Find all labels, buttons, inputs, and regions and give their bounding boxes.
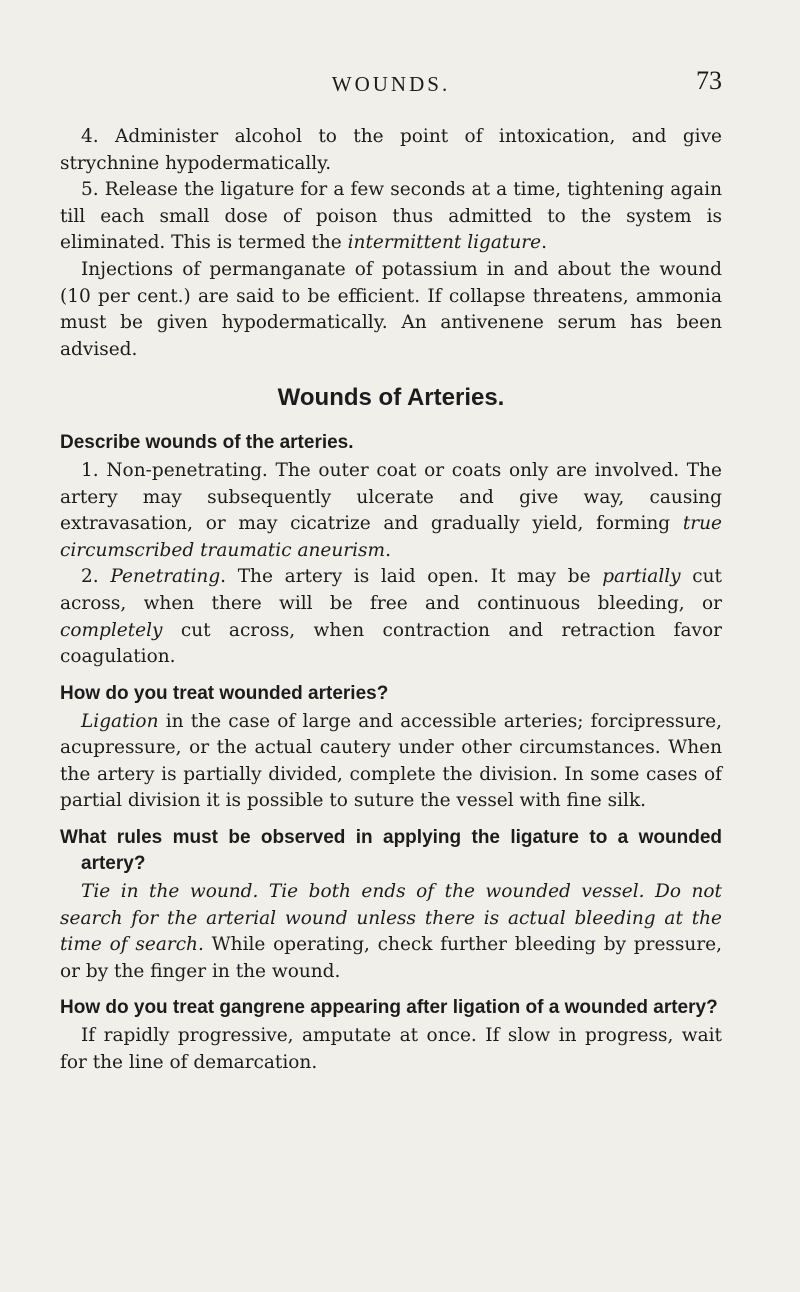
question-heading: Describe wounds of the arteries. <box>60 431 354 453</box>
text-run: 2. <box>81 566 111 588</box>
question-heading: How do you treat gangrene appearing after ligation of a wounded artery? <box>60 997 718 1019</box>
italic-term: intermittent ligature <box>347 232 542 254</box>
answer-paragraph <box>60 879 722 985</box>
text-run: . <box>385 539 391 561</box>
italic-term: partially <box>602 566 681 588</box>
answer-paragraph: If rapidly progressive, amputate at once. If slow in progress, wait for the line of demarcation. <box>60 1025 722 1074</box>
italic-term: true circumscribed traumatic aneurism <box>60 513 722 561</box>
page-body <box>60 124 722 1077</box>
italic-rules: Tie in the wound. Tie both ends of the wounded vessel. Do not search for the arterial wound unless there is actual bleeding at the time of search. <box>60 881 722 956</box>
answer-paragraph <box>60 458 722 564</box>
page-header <box>60 66 722 102</box>
page-number: 73 <box>696 66 722 95</box>
paragraph-step-4: 4. Administer alcohol to the point of intoxication, and give strychnine hypodermatically. <box>60 126 722 174</box>
text-run: . <box>541 232 547 254</box>
italic-term: completely <box>60 619 163 641</box>
running-head: WOUNDS. <box>331 72 451 96</box>
text-run: While operating, check further bleeding by pressure, or by the finger in the wound. <box>60 934 723 982</box>
paragraph-injections: Injections of permanganate of potassium in and about the wound (10 per cent.) are said to be efficient. If collapse threatens, ammonia must be given hypodermatically. An antivenene serum has been advised. <box>60 258 722 360</box>
italic-term: Penetrating <box>110 566 221 588</box>
section-heading: Wounds of Arteries. <box>277 384 505 412</box>
paragraph-step-5 <box>60 177 722 257</box>
text-run: cut across, when there will be free and continuous bleeding, or <box>60 566 722 614</box>
answer-paragraph <box>60 709 722 815</box>
answer-paragraph <box>60 564 722 670</box>
text-run: . The artery is laid open. It may be <box>220 566 603 588</box>
text-run: in the case of large and accessible arteries; forcipressure, acupressure, or the actual cautery under other circumstances. When the artery is partially divided, complete the division. In some cases of partial division it is possible to suture the vessel with fine silk. <box>60 710 722 812</box>
italic-term: Ligation <box>81 710 159 732</box>
text-run: 1. Non-penetrating. The outer coat or coats only are involved. The artery may subsequently ulcerate and give way, causing extravasation, or may cicatrize and gradually yield, forming <box>60 459 722 535</box>
text-run: cut across, when contraction and retraction favor coagulation. <box>60 619 722 668</box>
question-heading: How do you treat wounded arteries? <box>60 682 389 704</box>
text-run: 5. Release the ligature for a few seconds at a time, tightening again till each small dose of poison thus admitted to the system is eliminated. This is termed the <box>60 179 722 254</box>
question-heading: What rules must be observed in applying the ligature to a wounded artery? <box>60 827 722 875</box>
